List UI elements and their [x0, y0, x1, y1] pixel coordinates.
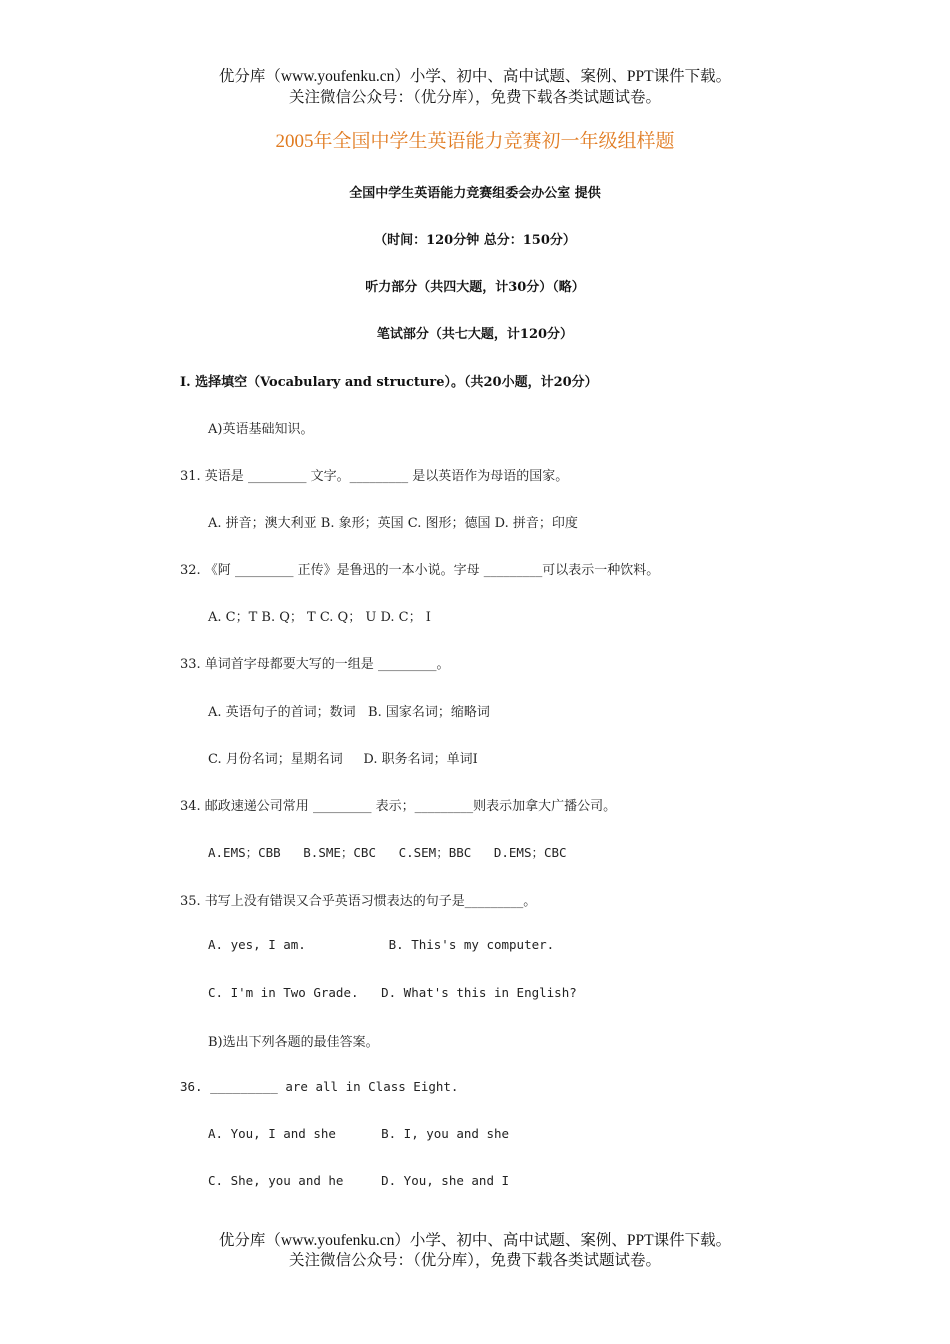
- part-b-heading: B)选出下列各题的最佳答案。: [208, 1035, 379, 1050]
- question-31-options: A. 拼音；澳大利亚 B. 象形；英国 C. 图形；德国 D. 拼音；印度: [208, 516, 578, 531]
- question-35-options-2: C. I'm in Two Grade. D. What's this in English?: [208, 985, 577, 1000]
- header-line-2: 关注微信公众号：（优分库），免费下载各类试题试卷。: [288, 89, 661, 106]
- section-1-heading: I. 选择填空（Vocabulary and structure）。（共20小题，计20分）: [180, 375, 598, 390]
- header-line-1: 优分库（www.youfenku.cn）小学、初中、高中试题、案例、PPT课件下载。: [218, 68, 732, 85]
- question-35: 35. 书写上没有错误又合乎英语习惯表达的句子是_________。: [180, 894, 537, 909]
- question-36-options-1: A. You, I and she B. I, you and she: [208, 1126, 510, 1141]
- question-33: 33. 单词首字母都要大写的一组是 _________。: [180, 657, 450, 672]
- question-36: 36. _________ are all in Class Eight.: [180, 1079, 459, 1094]
- question-33-options-2: C. 月份名词；星期名词 D. 职务名词；单词I: [208, 752, 478, 767]
- question-34-options: A.EMS；CBB B.SME；CBC C.SEM；BBC D.EMS；CBC: [208, 845, 567, 860]
- time-score-line: （时间：120分钟 总分：150分）: [374, 233, 576, 248]
- question-35-options-1: A. yes, I am. B. This's my computer.: [208, 937, 555, 952]
- provider-line: 全国中学生英语能力竞赛组委会办公室 提供: [349, 186, 601, 201]
- footer-line-2: 关注微信公众号：（优分库），免费下载各类试题试卷。: [288, 1252, 661, 1269]
- question-32: 32. 《阿 _________ 正传》是鲁迅的一本小说。字母 _________可以表示一种饮料。: [180, 563, 660, 578]
- question-36-options-2: C. She, you and he D. You, she and I: [208, 1173, 510, 1188]
- question-32-options: A. C；T B. Q； T C. Q； U D. C； I: [208, 610, 431, 625]
- listening-section-line: 听力部分（共四大题，计30分）（略）: [365, 280, 585, 295]
- question-33-options-1: A. 英语句子的首词；数词 B. 国家名词；缩略词: [208, 705, 490, 720]
- footer-line-1: 优分库（www.youfenku.cn）小学、初中、高中试题、案例、PPT课件下载。: [218, 1232, 732, 1249]
- part-a-heading: A)英语基础知识。: [208, 422, 314, 437]
- document-title: 2005年全国中学生英语能力竞赛初一年级组样题: [275, 131, 675, 152]
- question-34: 34. 邮政速递公司常用 _________ 表示；_________则表示加拿大广播公司。: [180, 799, 617, 814]
- written-section-line: 笔试部分（共七大题，计120分）: [376, 327, 574, 342]
- question-31: 31. 英语是 _________ 文字。_________ 是以英语作为母语的国家。: [180, 469, 569, 484]
